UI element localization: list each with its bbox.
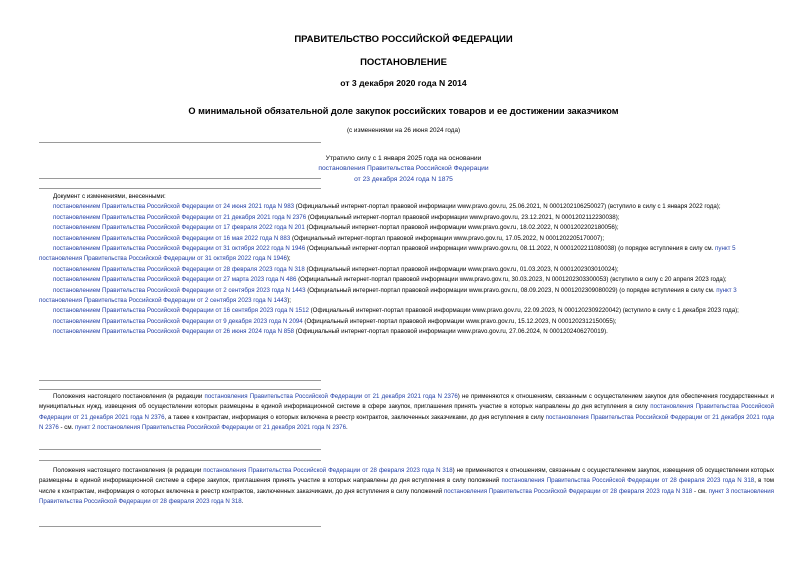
amendment-text: (Официальный интернет-портал правовой информации www.pravo.gov.ru, 30.03.2023, N 0001202303300053) (вступило в силу с 20 апреля 2023 года); xyxy=(296,276,727,284)
applicability-note-2021 xyxy=(39,392,774,434)
lost-force-link-line2[interactable]: от 23 декабря 2024 года N 1875 xyxy=(354,175,453,183)
note-link[interactable]: постановления Правительства Российской Федерации от 28 февраля 2023 года N 318 xyxy=(501,477,755,485)
amendment-link[interactable]: постановлением Правительства Российской Федерации от 27 марта 2023 года N 486 xyxy=(53,276,297,284)
amendment-text: (Официальный интернет-портал правовой информации www.pravo.gov.ru, 23.12.2021, N 0001202112230038); xyxy=(306,213,620,221)
divider xyxy=(39,449,321,450)
amendment-link[interactable]: постановлением Правительства Российской Федерации от 17 февраля 2022 года N 201 xyxy=(53,224,305,232)
note-link[interactable]: постановления Правительства Российской Федерации от 28 февраля 2023 года N 318 xyxy=(203,467,453,474)
note-text: , в том числе к контрактам, информация о которых включена в реестр контрактов, заключенных заказчиками, до дня вступления в силу положений xyxy=(39,477,775,495)
amendment-text: (Официальный интернет-портал правовой информации www.pravo.gov.ru, 22.09.2023, N 0001202309220042) (вступило в силу с 1 декабря 2023 года); xyxy=(308,307,739,315)
divider xyxy=(39,380,321,381)
divider xyxy=(39,188,321,189)
lost-force-text: Утратило силу с 1 января 2025 года на основании xyxy=(325,155,482,162)
amendment-entry-into-force-link[interactable]: пункт 3 постановления Правительства Российской Федерации от 2 сентября 2023 года N 1443 xyxy=(39,286,737,305)
amendment-text: (Официальный интернет-портал правовой информации www.pravo.gov.ru, 27.06.2024, N 0001202406270019). xyxy=(294,328,608,336)
issuing-authority: ПРАВИТЕЛЬСТВО РОССИЙСКОЙ ФЕДЕРАЦИИ xyxy=(294,34,513,45)
amendment-item xyxy=(39,275,774,285)
amendments-list xyxy=(39,192,774,338)
amendment-item xyxy=(39,265,774,275)
note-link[interactable]: постановления Правительства Российской Федерации от 21 декабря 2021 года N 2376 xyxy=(39,403,774,421)
amendment-item xyxy=(39,244,774,265)
note-link[interactable]: постановления Правительства Российской Федерации от 21 декабря 2021 года N 2376 xyxy=(39,413,774,432)
amendment-item xyxy=(39,234,774,244)
amendment-entry-into-force-link[interactable]: пункт 5 постановления Правительства Российской Федерации от 31 октября 2022 года N 1946 xyxy=(39,245,736,263)
note-text: , а также к контрактам, информация о которых включена в реестр контрактов, заключенных заказчиками, до дня вступления в силу xyxy=(164,413,546,421)
amendments-lead: Документ с изменениями, внесенными: xyxy=(53,193,166,200)
amendment-item xyxy=(39,223,774,233)
divider xyxy=(39,526,321,527)
note-text: Положения настоящего постановления (в редакции xyxy=(53,393,205,400)
amendment-text: ); xyxy=(287,297,291,305)
amendment-link[interactable]: постановлением Правительства Российской Федерации от 26 июня 2024 года N 858 xyxy=(53,328,295,336)
amendment-link[interactable]: постановлением Правительства Российской Федерации от 28 февраля 2023 года N 318 xyxy=(53,265,305,273)
applicability-note-2023 xyxy=(39,466,774,508)
amendment-text: ); xyxy=(286,255,291,263)
divider xyxy=(39,389,321,390)
note-text: - см. xyxy=(692,487,709,495)
amendment-text: (Официальный интернет-портал правовой информации www.pravo.gov.ru, 08.09.2023, N 0001202309080029) (о порядке вступления в силу см. xyxy=(305,286,717,294)
note-link[interactable]: постановления Правительства Российской Федерации от 28 февраля 2023 года N 318 xyxy=(443,487,693,495)
amendment-link[interactable]: постановлением Правительства Российской Федерации от 2 сентября 2023 года N 1443 xyxy=(53,286,306,294)
document-title: О минимальной обязательной доле закупок российских товаров и ее достижении заказчиком xyxy=(188,106,619,116)
note-text: ) не применяются к отношениям, связанным с осуществлением закупок для обеспечения государственных и муниципальных нужд, извещения об осуществлении которых размещены в единой информационной системе в сфере закупок, приглашения принять участие в которых направлены до дня вступления в силу xyxy=(39,393,775,411)
amendment-item xyxy=(39,327,774,337)
note-text: . xyxy=(345,424,348,432)
amendment-text: (Официальный интернет-портал правовой информации www.pravo.gov.ru, 15.12.2023, N 0001202312150055); xyxy=(302,317,617,325)
note-text: Положения настоящего постановления (в редакции xyxy=(53,467,204,474)
document-type: ПОСТАНОВЛЕНИЕ xyxy=(360,57,447,68)
amendment-link[interactable]: постановлением Правительства Российской Федерации от 16 мая 2022 года N 883 xyxy=(53,234,291,242)
amendment-item xyxy=(39,286,774,307)
note-text: - см. xyxy=(58,424,75,432)
amendment-item xyxy=(39,317,774,327)
amendment-link[interactable]: постановлением Правительства Российской Федерации от 24 июня 2021 года N 983 xyxy=(53,203,295,211)
amendment-text: (Официальный интернет-портал правовой информации www.pravo.gov.ru, 17.05.2022, N 0001202205170007); xyxy=(290,234,605,242)
note-link[interactable]: пункт 3 постановления Правительства Российской Федерации от 28 февраля 2023 года N 318 xyxy=(39,487,775,506)
lost-force-link-line1[interactable]: постановления Правительства Российской Федерации xyxy=(318,165,489,173)
note-text: . xyxy=(241,498,244,506)
amendment-link[interactable]: постановлением Правительства Российской Федерации от 31 октября 2022 года N 1946 xyxy=(53,245,306,253)
note-link[interactable]: пункт 2 постановления Правительства Российской Федерации от 21 декабря 2021 года N 2376 xyxy=(74,424,346,432)
amendment-item xyxy=(39,202,774,212)
revision-note: (с изменениями на 26 июня 2024 года) xyxy=(346,127,461,134)
note-link[interactable]: постановления Правительства Российской Федерации от 21 декабря 2021 года N 2376 xyxy=(204,393,458,400)
note-text: ) не применяются к отношениям, связанным с осуществлением закупок, извещения об осуществлении которых размещены в единой информационной системе в сфере закупок, приглашения принять участие в которых направлены до дня вступления в силу положений xyxy=(39,467,775,485)
amendment-text: (Официальный интернет-портал правовой информации www.pravo.gov.ru, 01.03.2023, N 0001202303010024); xyxy=(304,265,619,273)
amendment-link[interactable]: постановлением Правительства Российской Федерации от 21 декабря 2021 года N 2376 xyxy=(53,213,307,221)
lost-force-notice xyxy=(250,154,557,185)
amendment-link[interactable]: постановлением Правительства Российской Федерации от 16 сентября 2023 года N 1512 xyxy=(53,307,309,315)
amendment-text: (Официальный интернет-портал правовой информации www.pravo.gov.ru, 18.02.2022, N 0001202202180056); xyxy=(304,224,619,232)
divider xyxy=(39,178,321,179)
amendment-item xyxy=(39,213,774,223)
amendment-text: (Официальный интернет-портал правовой информации www.pravo.gov.ru, 08.11.2022, N 0001202211080038) (о порядке вступления в силу см. xyxy=(305,245,716,253)
divider xyxy=(39,142,321,143)
amendment-text: (Официальный интернет-портал правовой информации www.pravo.gov.ru, 25.06.2021, N 0001202106250027) (вступило в силу с 1 января 2022 года); xyxy=(294,203,721,211)
document-date-number: от 3 декабря 2020 года N 2014 xyxy=(340,78,467,88)
amendment-link[interactable]: постановлением Правительства Российской Федерации от 9 декабря 2023 года N 2094 xyxy=(53,317,303,325)
divider xyxy=(39,460,321,461)
amendment-item xyxy=(39,306,774,316)
